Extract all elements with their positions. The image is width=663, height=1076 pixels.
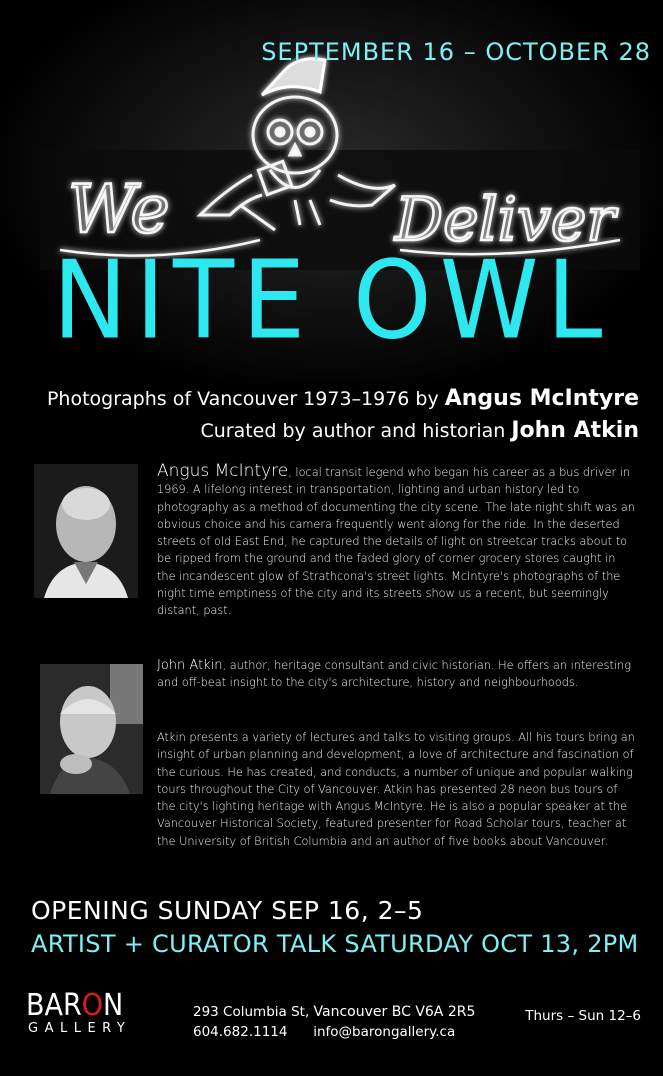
exhibition-title: NITE OWL <box>52 237 611 364</box>
logo-part-2: N <box>103 988 124 1023</box>
john-portrait <box>40 664 143 794</box>
photographer-name: Angus McIntyre <box>444 386 639 411</box>
john-bio-name: John Atkin <box>157 658 223 673</box>
john-bio-text: , author, heritage consultant and civic historian. He offers an interesting and off-beat insight to the city's architecture, history and neighbourhoods. <box>157 659 631 690</box>
sign-word-we: We <box>68 171 170 248</box>
angus-bio <box>157 463 637 620</box>
logo-part-1: BAR <box>26 988 82 1023</box>
gallery-logo <box>24 988 164 1048</box>
logo-part-o: O <box>81 988 104 1023</box>
subtitle-line-1 <box>47 386 639 411</box>
opening-event: OPENING SUNDAY SEP 16, 2–5 <box>31 896 424 925</box>
angus-portrait <box>34 464 138 598</box>
angus-bio-text: , local transit legend who began his career as a bus driver in 1969. A lifelong interest in transportation, lighting and urban history led to photography as a method of documenting the city scene. The late night shift was an obvious choice and his camera frequently went along for the ride. In the deserted streets of old East End, he captured the details of light on streetcar tracks about to be ripped from the ground and the faded glory of corner grocery stores caught in the incandescent glow of Strathcona's street lights. McIntyre's photographs of the night time emptiness of the city and its streets show us a recent, but seemingly distant, past. <box>157 466 635 618</box>
subtitle-line-2 <box>200 418 639 443</box>
event-dates: SEPTEMBER 16 – OCTOBER 28 <box>261 38 651 66</box>
logo-wordmark <box>26 988 123 1023</box>
hero-photo <box>0 0 663 385</box>
subtitle-prefix-1: Photographs of Vancouver 1973–1976 by <box>46 388 439 410</box>
logo-subtitle: GALLERY <box>28 1021 132 1036</box>
address-city: Vancouver BC V6A 2R5 <box>313 1004 476 1020</box>
address-street: 293 Columbia St, <box>193 1004 310 1020</box>
phone-number: 604.682.1114 <box>193 1024 288 1040</box>
email-address: info@barongallery.ca <box>313 1024 456 1040</box>
contact-phone-email <box>193 1024 455 1040</box>
talk-event: ARTIST + CURATOR TALK SATURDAY OCT 13, 2PM <box>31 930 639 958</box>
angus-bio-name: Angus McIntyre <box>157 461 289 481</box>
sign-word-deliver: Deliver <box>395 185 616 255</box>
curator-name: John Atkin <box>511 418 639 443</box>
john-bio-2: Atkin presents a variety of lectures and talks to visiting groups. All his tours bring an insight of urban planning and development, a love of architecture and fascination of the curious. He has created, and conducts, a number of unique and popular walking tours throughout the City of Vancouver. Atkin has presented 28 neon bus tours of the city's lighting heritage with Angus McIntyre. He is also a popular speaker at the Vancouver Historical Society, featured presenter for Road Scholar tours, teacher at the University of British Columbia and an author of five books about Vancouver. <box>157 731 635 848</box>
john-bio <box>157 657 637 692</box>
gallery-hours: Thurs – Sun 12–6 <box>525 1008 641 1024</box>
contact-address <box>193 1004 475 1020</box>
subtitle-prefix-2: Curated by author and historian <box>200 420 506 442</box>
